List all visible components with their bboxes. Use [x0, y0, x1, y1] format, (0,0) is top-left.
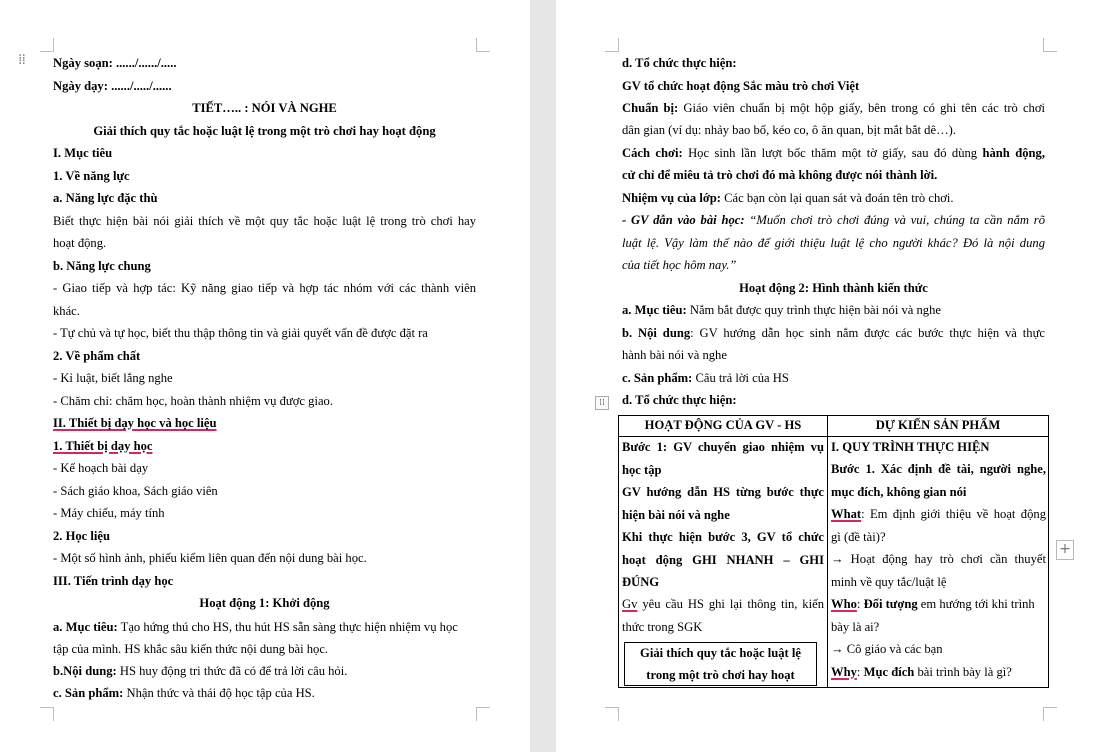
crop-mark [605, 707, 619, 721]
gv-yeu-cau-line-2: thức trong SGK [622, 620, 703, 634]
crop-mark [40, 38, 54, 52]
to-chuc-heading-2: d. Tổ chức thực hiện: [622, 393, 737, 407]
text-line: I. Mục tiêu [53, 146, 113, 160]
text-line: - Giao tiếp và hợp tác: Kỹ năng giao tiếp và hợp tác nhóm với các thành viên [53, 281, 476, 295]
crop-mark [476, 38, 490, 52]
text-line: - Kế hoạch bài dạy [53, 461, 149, 475]
text-line: Hoạt động 1: Khởi động [199, 596, 330, 610]
topic-box-line-2: trong một trò chơi hay hoạt [646, 668, 795, 682]
text-line: 2. Về phẩm chất [53, 348, 141, 363]
gv-to-chuc-line: GV tổ chức hoạt động Sắc màu trò chơi Việt [622, 79, 860, 93]
text-line: - Kỉ luật, biết lắng nghe [53, 371, 173, 385]
table-column-divider [827, 416, 828, 687]
table-text-line: Bước 1: GV chuyển giao nhiệm vụ [622, 440, 824, 454]
left-page-body [53, 56, 476, 716]
gv-yeu-cau-line: Gv yêu cầu HS ghi lại thông tin, kiến [622, 597, 824, 611]
table-header-left: HOẠT ĐỘNG CỦA GV - HS [644, 418, 802, 432]
crop-mark [605, 38, 619, 52]
table-header-divider [619, 436, 1048, 437]
crop-mark [1043, 38, 1057, 52]
why-line: Why: Mục đích bài trình bày là gì? [831, 665, 1012, 679]
table-text-line: GV hướng dẫn HS từng bước thực [622, 485, 824, 499]
table-move-icon[interactable]: ⁞⁞ [595, 396, 609, 410]
san-pham-line: c. Sản phẩm: Nhận thức và thái độ học tập của HS. [53, 686, 315, 700]
document-page-left [0, 0, 530, 752]
topic-box-line-1: Giải thích quy tắc hoặc luật lệ [640, 646, 801, 660]
text-line: Ngày dạy: ....../...../...... [53, 78, 172, 93]
arrow-line-2: → Cô giáo và các bạn [831, 642, 943, 656]
text-line: Biết thực hiện bài nói giải thích về một quy tắc hoặc luật lệ trong trò chơi hay [53, 213, 476, 228]
who-line-2: bày là ai? [831, 620, 880, 634]
arrow-line-1b: minh về quy tắc/luật lệ [831, 575, 947, 589]
to-chuc-heading: d. Tổ chức thực hiện: [622, 56, 737, 70]
text-line: khác. [53, 303, 80, 318]
nhiem-vu-line: Nhiệm vụ của lớp: Các bạn còn lại quan sát và đoán tên trò chơi. [622, 191, 954, 205]
text-line: Giải thích quy tắc hoặc luật lệ trong một trò chơi hay hoạt động [93, 123, 436, 138]
chuan-bi-line-2: dân gian (ví dụ: nhảy bao bố, kéo co, ô ăn quan, bịt mắt bắt dê…). [622, 123, 956, 137]
muc-tieu-line: a. Mục tiêu: Tạo hứng thú cho HS, thu hút HS sẵn sàng thực hiện nhiệm vụ học [53, 620, 458, 634]
arrow-line-1: → Hoạt động hay trò chơi cần thuyết [831, 552, 1046, 566]
hoat-dong-2-title: Hoạt động 2: Hình thành kiến thức [739, 281, 928, 295]
document-page-right [556, 0, 1099, 752]
who-line: Who: Đối tượng em hướng tới khi trình [831, 597, 1035, 611]
plus-icon[interactable]: + [1056, 540, 1074, 560]
text-line: b. Năng lực chung [53, 258, 151, 273]
text-line: - Tự chủ và tự học, biết thu thập thông tin và giải quyết vấn đề được đặt ra [53, 326, 428, 340]
what-line-2: gì (đề tài)? [831, 530, 886, 544]
text-line: 2. Học liệu [53, 528, 111, 543]
text-line: Ngày soạn: ....../....../..... [53, 56, 177, 70]
gv-dan-line-3: của tiết học hôm nay.” [622, 258, 737, 272]
text-line: II. Thiết bị dạy học và học liệu [53, 416, 217, 430]
text-line: - Một số hình ảnh, phiếu kiểm liên quan đến nội dung bài học. [53, 551, 367, 565]
text-line: a. Năng lực đặc thù [53, 191, 158, 205]
text-line: III. Tiến trình dạy học [53, 573, 174, 588]
text-line: hoạt động. [53, 236, 107, 250]
quy-trinh-heading: I. QUY TRÌNH THỰC HIỆN [831, 440, 990, 454]
text-line: - Sách giáo khoa, Sách giáo viên [53, 483, 218, 498]
hd2-noi-dung-line: b. Nội dung: GV hướng dẫn học sinh nắm được các bước thực hiện và thực [622, 326, 1045, 340]
text-line: - Chăm chỉ: chăm học, hoàn thành nhiệm vụ được giao. [53, 393, 333, 408]
gv-dan-line: - GV dẫn vào bài học: “Muốn chơi trò chơi đúng và vui, chúng ta cần nắm rõ [622, 213, 1045, 227]
table-text-line: hoạt động GHI NHANH – GHI [622, 552, 824, 567]
noi-dung-line: b.Nội dung: HS huy động tri thức đã có để trả lời câu hỏi. [53, 664, 348, 678]
page-gutter [530, 0, 556, 752]
chuan-bi-line: Chuẩn bị: Giáo viên chuẩn bị một hộp giấy, bên trong có ghi tên các trò chơi [622, 101, 1046, 115]
activity-table [618, 415, 1049, 688]
crop-mark [40, 707, 54, 721]
crop-mark [1043, 707, 1057, 721]
text-line: 1. Thiết bị dạy học [53, 438, 153, 453]
hd2-san-pham-line: c. Sản phẩm: Câu trả lời của HS [622, 371, 789, 385]
table-text-line: Khi thực hiện bước 3, GV tổ chức [622, 530, 824, 544]
cach-choi-line-2: cử chỉ để miêu tả trò chơi đó mà không được nói thành lời. [622, 168, 938, 182]
buoc-1-line-2: mục đích, không gian nói [831, 485, 967, 499]
hd2-noi-dung-line-2: hành bài nói và nghe [622, 348, 727, 362]
topic-box [624, 642, 817, 686]
cach-choi-line: Cách chơi: Học sinh lần lượt bốc thăm một tờ giấy, sau đó dùng hành động, [622, 146, 1045, 160]
text-line: - Máy chiếu, máy tính [53, 506, 165, 520]
crop-mark [476, 707, 490, 721]
muc-tieu-line-2: tập của mình. HS khắc sâu kiến thức nội dung bài học. [53, 642, 329, 656]
hd2-muc-tieu-line: a. Mục tiêu: Nắm bắt được quy trình thực hiện bài nói và nghe [622, 303, 941, 317]
table-text-line: hiện bài nói và nghe [622, 507, 730, 522]
gv-dan-line-2: luật lệ. Vậy làm thế nào để giới thiệu luật lệ cho người khác? Đó là nội dung [622, 236, 1045, 250]
buoc-1-line: Bước 1. Xác định đề tài, người nghe, [831, 462, 1046, 476]
text-line: TIẾT….. : NÓI VÀ NGHE [192, 101, 337, 115]
table-header-right: DỰ KIẾN SẢN PHẨM [875, 418, 1001, 432]
what-line: What: Em định giới thiệu về hoạt động [831, 507, 1046, 521]
drag-handle-icon[interactable]: ⁞⁞ [18, 52, 25, 68]
table-text-line: học tập [622, 462, 662, 477]
table-text-line: ĐÚNG [622, 575, 660, 589]
text-line: 1. Về năng lực [53, 168, 130, 183]
